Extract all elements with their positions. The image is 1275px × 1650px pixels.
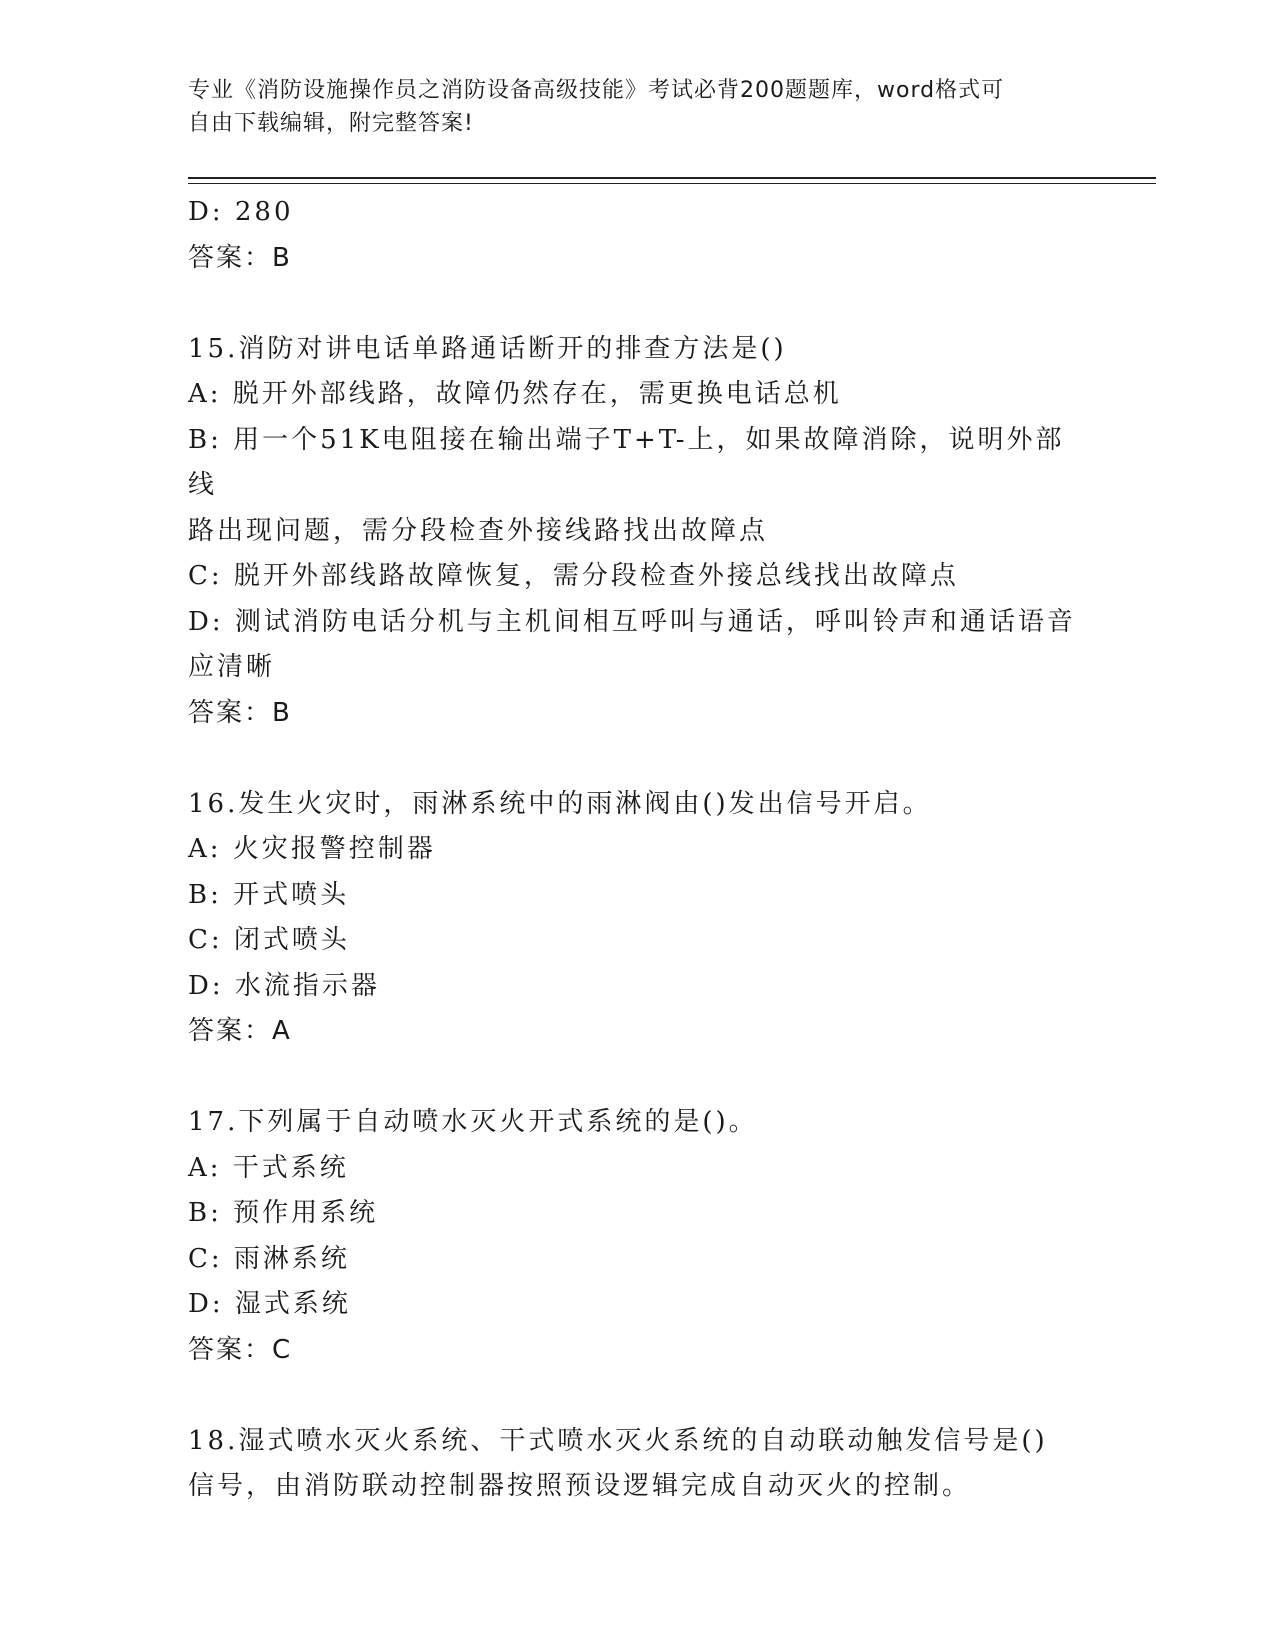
option-text: 路出现问题，需分段检查外接线路找出故障点 (188, 515, 769, 546)
option-text: B: 用一个51K电阻接在输出端子T+T-上，如果故障消除，说明外部线 (188, 424, 1065, 500)
question-list (188, 190, 1088, 1510)
block-spacer (188, 736, 1088, 782)
answer-line: 答案：C (188, 1334, 293, 1365)
option-text: D: 280 (188, 197, 294, 227)
block-spacer (188, 1373, 1088, 1419)
header-line-1: 专业《消防设施操作员之消防设备高级技能》考试必背200题题库，word格式可 (188, 78, 1005, 103)
answer-line: 答案：A (188, 1016, 292, 1046)
option-text: A: 火灾报警控制器 (188, 834, 436, 864)
header-rule-thin (188, 183, 1156, 184)
option-text: C: 脱开外部线路故障恢复，需分段检查外接总线找出故障点 (188, 561, 959, 591)
header-rule-thick (188, 177, 1156, 179)
option-text: D: 湿式系统 (188, 1289, 351, 1319)
option-text: 应清晰 (188, 652, 276, 682)
answer-line: 答案：B (188, 242, 292, 273)
option-text: D: 测试消防电话分机与主机间相互呼叫与通话，呼叫铃声和通话语音 (188, 606, 1076, 637)
question-text: 16.发生火灾时，雨淋系统中的雨淋阀由()发出信号开启。 (188, 788, 932, 819)
option-text: C: 闭式喷头 (188, 925, 350, 955)
document-header (188, 74, 1068, 140)
option-text: B: 预作用系统 (188, 1198, 379, 1228)
answer-line: 答案：B (188, 697, 292, 728)
question-text: 18.湿式喷水灭火系统、干式喷水灭火系统的自动联动触发信号是() (188, 1425, 1048, 1456)
header-line-2: 自由下载编辑，附完整答案! (188, 111, 474, 136)
option-text: C: 雨淋系统 (188, 1243, 350, 1274)
block-spacer (188, 1055, 1088, 1101)
option-text: D: 水流指示器 (188, 970, 380, 1001)
question-text: 15.消防对讲电话单路通话断开的排查方法是() (188, 333, 787, 364)
question-text: 17.下列属于自动喷水灭火开式系统的是()。 (188, 1107, 758, 1137)
option-text: B: 开式喷头 (188, 879, 350, 910)
block-spacer (188, 281, 1088, 327)
question-text: 信号，由消防联动控制器按照预设逻辑完成自动灭火的控制。 (188, 1471, 972, 1501)
option-text: A: 干式系统 (188, 1152, 349, 1183)
option-text: A: 脱开外部线路，故障仍然存在，需更换电话总机 (188, 379, 842, 409)
